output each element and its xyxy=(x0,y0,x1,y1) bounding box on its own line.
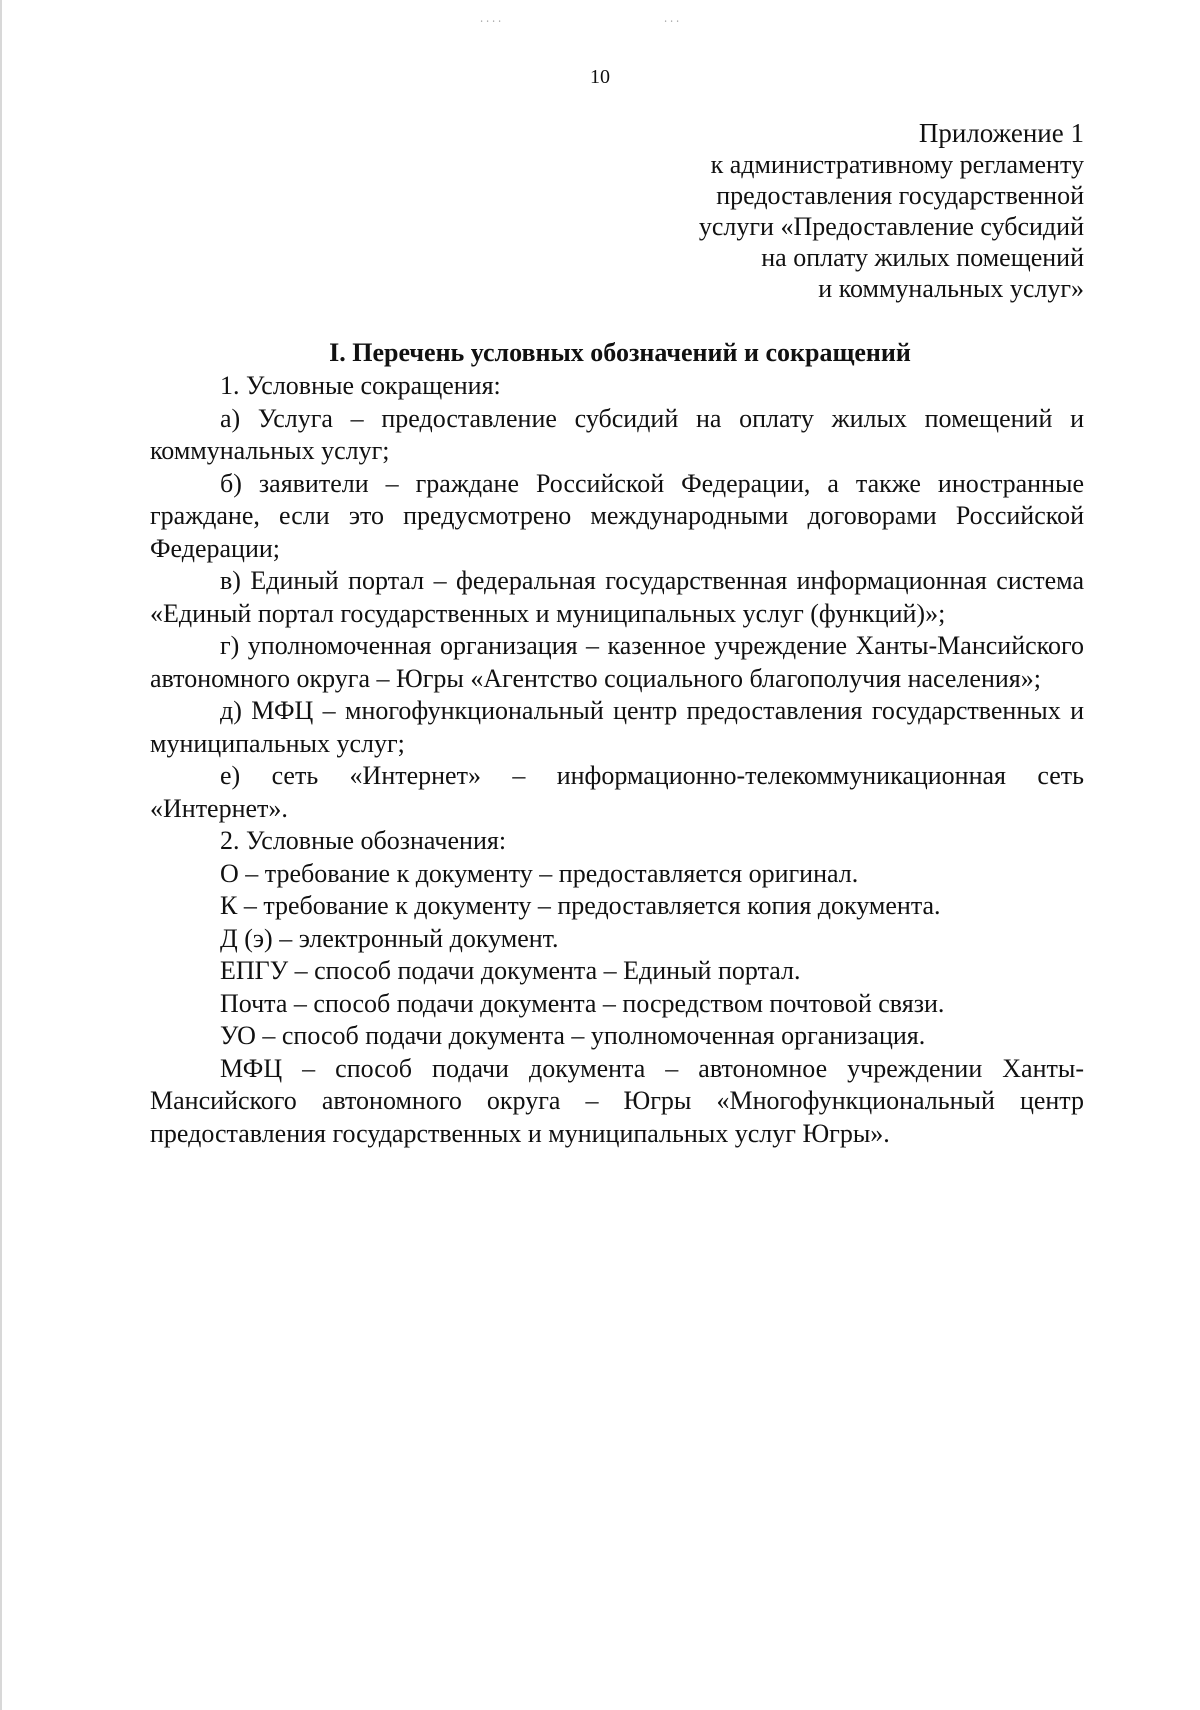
appendix-line: и коммунальных услуг» xyxy=(818,274,1084,303)
abbreviations-heading: 1. Условные сокращения: xyxy=(220,371,501,400)
abbreviation-item: г) уполномоченная организация – казенное учреждение Ханты-Мансийского автономного округа – Югры «Агентство социального благополучия населения»; xyxy=(150,631,1084,693)
appendix-line: предоставления государственной xyxy=(716,181,1084,210)
abbreviation-item: а) Услуга – предоставление субсидий на оплату жилых помещений и коммунальных услуг; xyxy=(150,403,1084,465)
designation-item: О – требование к документу – предоставляется оригинал. xyxy=(220,858,859,888)
abbreviation-item: б) заявители – граждане Российской Федерации, а также иностранные граждане, если это предусмотрено международными договорами Российской Федерации; xyxy=(150,468,1084,563)
appendix-line: услуги «Предоставление субсидий xyxy=(698,212,1084,241)
appendix-line: на оплату жилых помещений xyxy=(761,243,1084,272)
scan-artifact: ∙ ∙ ∙ xyxy=(664,14,679,28)
appendix-line: Приложение 1 xyxy=(918,118,1084,148)
designation-item: Почта – способ подачи документа – посредством почтовой связи. xyxy=(220,988,945,1018)
appendix-header xyxy=(699,118,1084,304)
page-number: 10 xyxy=(590,66,610,88)
appendix-line: к административному регламенту xyxy=(710,150,1084,179)
designation-item: УО – способ подачи документа – уполномоченная организация. xyxy=(220,1021,926,1050)
abbreviation-item: е) сеть «Интернет» – информационно-телекоммуникационная сеть «Интернет». xyxy=(150,761,1084,823)
designation-item: МФЦ – способ подачи документа – автономное учреждении Ханты-Мансийского автономного округа – Югры «Многофункциональный центр предоставления государственных и муниципальных услуг Югры». xyxy=(150,1053,1084,1148)
designation-item: Д (э) – электронный документ. xyxy=(220,923,559,953)
document-body xyxy=(150,370,1084,1150)
designation-item: ЕПГУ – способ подачи документа – Единый портал. xyxy=(220,956,801,985)
designation-item: К – требование к документу – предоставляется копия документа. xyxy=(220,891,941,920)
section-title: I. Перечень условных обозначений и сокращений xyxy=(329,338,911,367)
abbreviation-item: д) МФЦ – многофункциональный центр предоставления государственных и муниципальных услуг; xyxy=(150,696,1084,758)
designations-heading: 2. Условные обозначения: xyxy=(220,826,507,855)
scan-artifact: ∙ ∙ ∙ ∙ xyxy=(480,14,501,28)
scan-edge xyxy=(0,0,2,1710)
abbreviation-item: в) Единый портал – федеральная государственная информационная система «Единый портал государственных и муниципальных услуг (функций)»; xyxy=(150,566,1084,628)
